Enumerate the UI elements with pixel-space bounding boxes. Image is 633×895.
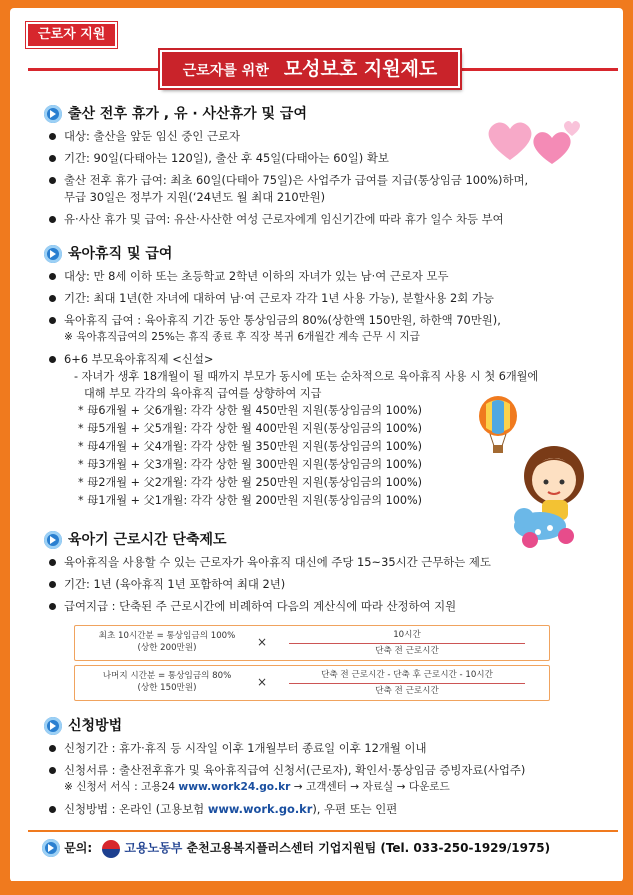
contact-office: 춘천고용복지플러스센터 기업지원팀 (Tel. 033-250-1929/1975) (186, 841, 551, 855)
list-item: 유·사산 휴가 및 급여: 유산·사산한 여성 근로자에게 임신기간에 따라 휴가 일수 차등 부여 (44, 211, 604, 228)
sub-item: 대해 부모 각각의 육아휴직 급여를 상향하여 지급 (84, 387, 322, 400)
list-item: 신청방법 : 온라인 (고용보험 www.work.go.kr), 우편 또는 인편 (44, 801, 614, 818)
section-application (44, 716, 614, 823)
list-item: 기간: 최대 1년(한 자녀에 대하여 남·여 근로자 각각 1년 사용 가능), 분할사용 2회 가능 (44, 290, 604, 307)
title-banner (160, 50, 460, 88)
star-item: * 母3개월 + 父3개월: 각각 상한 월 300만원 지원(통상임금의 100%) (78, 458, 422, 471)
list-item: 급여지급 : 단축된 주 근로시간에 비례하여 다음의 계산식에 따라 산정하여 지원 (44, 598, 604, 615)
section-heading: 신청방법 (44, 716, 614, 736)
section-heading: 육아휴직 및 급여 (44, 244, 604, 264)
contact-footer (28, 830, 618, 862)
work24-link[interactable]: www.work24.go.kr (178, 781, 291, 793)
play-bullet-icon (42, 839, 60, 857)
sub-item: - 자녀가 생후 18개월이 될 때까지 부모가 동시에 또는 순차적으로 육아휴직 사용 시 첫 6개월에 (74, 370, 539, 383)
title-small: 근로자를 위한 (182, 63, 269, 79)
contact-label: 문의: (64, 841, 93, 855)
title-big: 모성보호 지원제도 (283, 58, 438, 80)
note: ※ 육아휴직급여의 25%는 휴직 종료 후 직장 복귀 6개월간 계속 근무 시 지급 (64, 331, 420, 343)
section-heading: 출산 전후 휴가 , 유 · 사산휴가 및 급여 (44, 104, 604, 124)
list-item: 기간: 90일(다태아는 120일), 출산 후 45일(다태아는 60일) 확보 (44, 150, 604, 167)
list-item: 기간: 1년 (육아휴직 1년 포함하여 최대 2년) (44, 576, 604, 593)
list-item: 육아휴직 급여 : 육아휴직 기간 동안 통상임금의 80%(상한액 150만원, 하한액 70만원), ※ 육아휴직급여의 25%는 휴직 종료 후 직장 복귀 6개월간 계속 근무 시 지급 (44, 312, 604, 346)
list-item: 신청서류 : 출산전후휴가 및 육아휴직급여 신청서(근로자), 확인서·통상임금 증빙자료(사업주) ※ 신청서 서식 : 고용24 www.work24.go.kr → 고객센터 → 자료실 → 다운로드 (44, 762, 614, 796)
section-heading: 육아기 근로시간 단축제도 (44, 530, 604, 550)
star-item: * 母6개월 + 父6개월: 각각 상한 월 450만원 지원(통상임금의 100%) (78, 404, 422, 417)
star-item: * 母2개월 + 父2개월: 각각 상한 월 250만원 지원(통상임금의 100%) (78, 476, 422, 489)
star-item: * 母1개월 + 父1개월: 각각 상한 월 200만원 지원(통상임금의 100%) (78, 494, 422, 507)
list-item: 대상: 출산을 앞둔 임신 중인 근로자 (44, 128, 604, 145)
note: ※ 신청서 서식 : 고용24 www.work24.go.kr → 고객센터 → 자료실 → 다운로드 (64, 781, 450, 793)
ministry-name: 고용노동부 (124, 841, 183, 855)
star-item: * 母4개월 + 父4개월: 각각 상한 월 350만원 지원(통상임금의 100%) (78, 440, 422, 453)
section-maternity-leave (44, 104, 604, 233)
bottom-band (0, 881, 633, 895)
play-bullet-icon (44, 717, 62, 735)
star-item: * 母5개월 + 父5개월: 각각 상한 월 400만원 지원(통상임금의 100%) (78, 422, 422, 435)
list-item: 대상: 만 8세 이하 또는 초등학교 2학년 이하의 자녀가 있는 남·여 근로자 모두 (44, 268, 604, 285)
formula-box-first: 최초 10시간분 = 통상임금의 100% (상한 200만원) × 10시간 단축 전 근로시간 (74, 625, 550, 661)
section-reduced-hours (44, 530, 604, 620)
formula-box-remaining: 나머지 시간분 = 통상임금의 80% (상한 150만원) × 단축 전 근로시간 - 단축 후 근로시간 - 10시간 단축 전 근로시간 (74, 665, 550, 701)
list-item: 신청기간 : 휴가·휴직 등 시작일 이후 1개월부터 종료일 이후 12개월 이내 (44, 740, 614, 757)
play-bullet-icon (44, 105, 62, 123)
play-bullet-icon (44, 245, 62, 263)
ministry-logo-icon (102, 840, 120, 858)
category-tag: 근로자 지원 (26, 22, 117, 48)
work-go-kr-link[interactable]: www.work.go.kr (207, 802, 313, 816)
list-item: 6+6 부모육아휴직제 <신설> - 자녀가 생후 18개월이 될 때까지 부모가 동시에 또는 순차적으로 육아휴직 사용 시 첫 6개월에 대해 부모 각각의 육아휴직 급여를 상향하여 지급 * 母6개월 + 父6개월: 각각 상한 월 450만원 지원(통상임금의 100%) * 母5개월 + 父5개월: 각각 상한 월 400만원 지원(통상임금의 100%) * 母4개월 + 父4개월: 각각 상한 월 350만원 지원(통상임금의 100%) * 母3개월 + 父3개월: 각각 상한 월 300만원 지원(통상임금의 100%) * 母2개월 + 父2개월: 각각 상한 월 250만원 지원(통상임금의 100%) * 母1개월 + 父1개월: 각각 상한 월 200만원 지원(통상임금의 100%) (44, 351, 604, 510)
list-item: 출산 전후 휴가 급여: 최초 60일(다태아 75일)은 사업주가 급여를 지급(통상임금 100%)하며, 무급 30일은 정부가 지원(‘24년도 월 최대 210만원) (44, 172, 604, 206)
play-bullet-icon (44, 531, 62, 549)
list-item: 육아휴직을 사용할 수 있는 근로자가 육아휴직 대신에 주당 15~35시간 근무하는 제도 (44, 554, 604, 571)
